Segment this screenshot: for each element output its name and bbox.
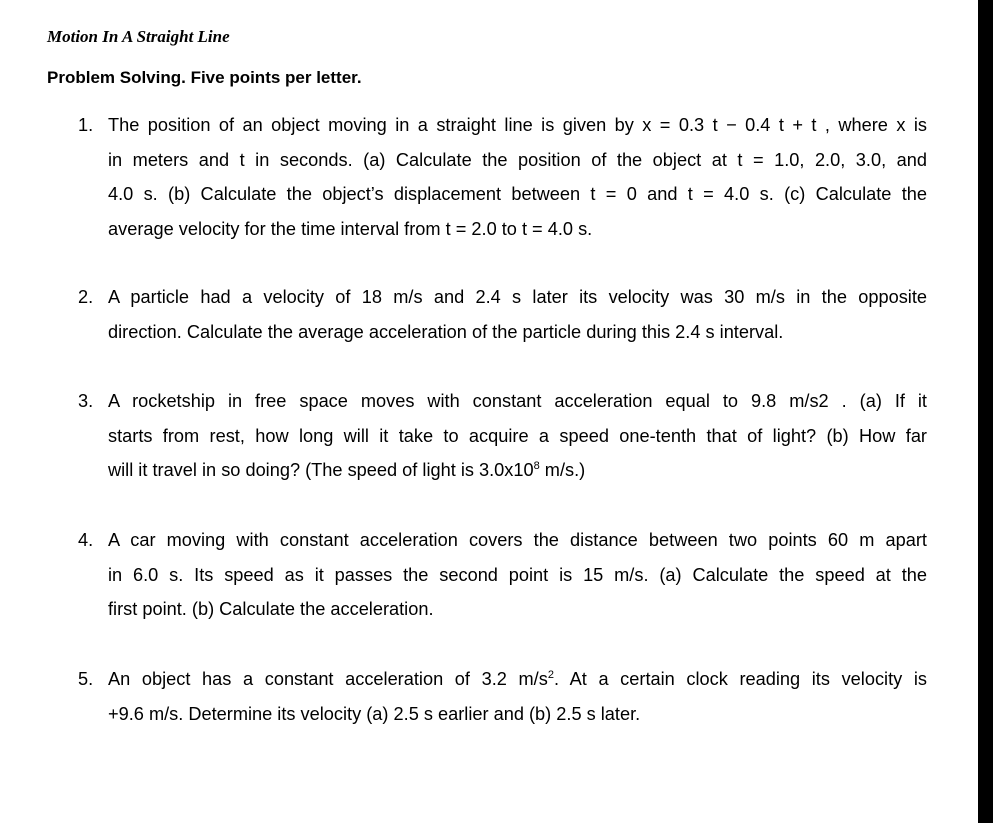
exponent: 8: [533, 460, 540, 472]
problem-number: 1.: [78, 115, 94, 135]
problem-line: first point. (b) Calculate the acceleration.: [108, 599, 434, 619]
problem-text: [108, 384, 927, 488]
problem-line: +9.6 m/s. Determine its velocity (a) 2.5 s earlier and (b) 2.5 s later.: [108, 703, 641, 724]
problem-text: [108, 523, 927, 627]
problem-line: direction. Calculate the average acceleration of the particle during this 2.4 s interval.: [108, 321, 784, 342]
problem-2: [78, 280, 927, 349]
problem-line: A particle had a velocity of 18 m/s and 2.4 s later its velocity was 30 m/s in the opposite: [108, 287, 927, 307]
problem-5: [78, 662, 927, 731]
line-text: . At a certain clock reading its velocity is: [553, 669, 927, 689]
problem-line: A car moving with constant acceleration covers the distance between two points 60 m apart: [108, 530, 927, 550]
document-title: Motion In A Straight Line: [47, 27, 230, 46]
problem-line: The position of an object moving in a straight line is given by x = 0.3 t − 0.4 t + t , where x is: [108, 115, 927, 135]
problem-number: 5.: [78, 669, 94, 689]
line-text: m/s.): [539, 460, 586, 480]
problem-1: [78, 108, 927, 246]
problem-number: 3.: [78, 391, 94, 411]
problem-line: A rocketship in free space moves with constant acceleration equal to 9.8 m/s2 . (a) If it: [108, 391, 927, 411]
page-edge-border: [978, 0, 993, 823]
problem-line: starts from rest, how long will it take to acquire a speed one-tenth that of light? (b) How far: [108, 425, 927, 446]
exponent: 2: [547, 669, 554, 681]
problem-line: [108, 453, 927, 488]
instructions-heading: Problem Solving. Five points per letter.: [47, 68, 362, 87]
problem-line: 4.0 s. (b) Calculate the object’s displacement between t = 0 and t = 4.0 s. (c) Calculate the: [108, 184, 927, 204]
problem-line: average velocity for the time interval from t = 2.0 to t = 4.0 s.: [108, 218, 593, 239]
problem-3: [78, 384, 927, 488]
line-text: An object has a constant acceleration of 3.2 m/s: [108, 669, 548, 689]
problem-line: [108, 662, 927, 697]
line-text: will it travel in so doing? (The speed of light is 3.0x10: [108, 460, 534, 480]
problem-text: [108, 108, 927, 246]
problem-text: [108, 662, 927, 731]
problem-line: in 6.0 s. Its speed as it passes the second point is 15 m/s. (a) Calculate the speed at the: [108, 564, 927, 585]
problem-number: 4.: [78, 530, 94, 550]
problem-text: [108, 280, 927, 349]
problem-number: 2.: [78, 287, 94, 307]
problem-line: in meters and t in seconds. (a) Calculate the position of the object at t = 1.0, 2.0, 3.0, and: [108, 149, 927, 170]
problem-4: [78, 523, 927, 627]
